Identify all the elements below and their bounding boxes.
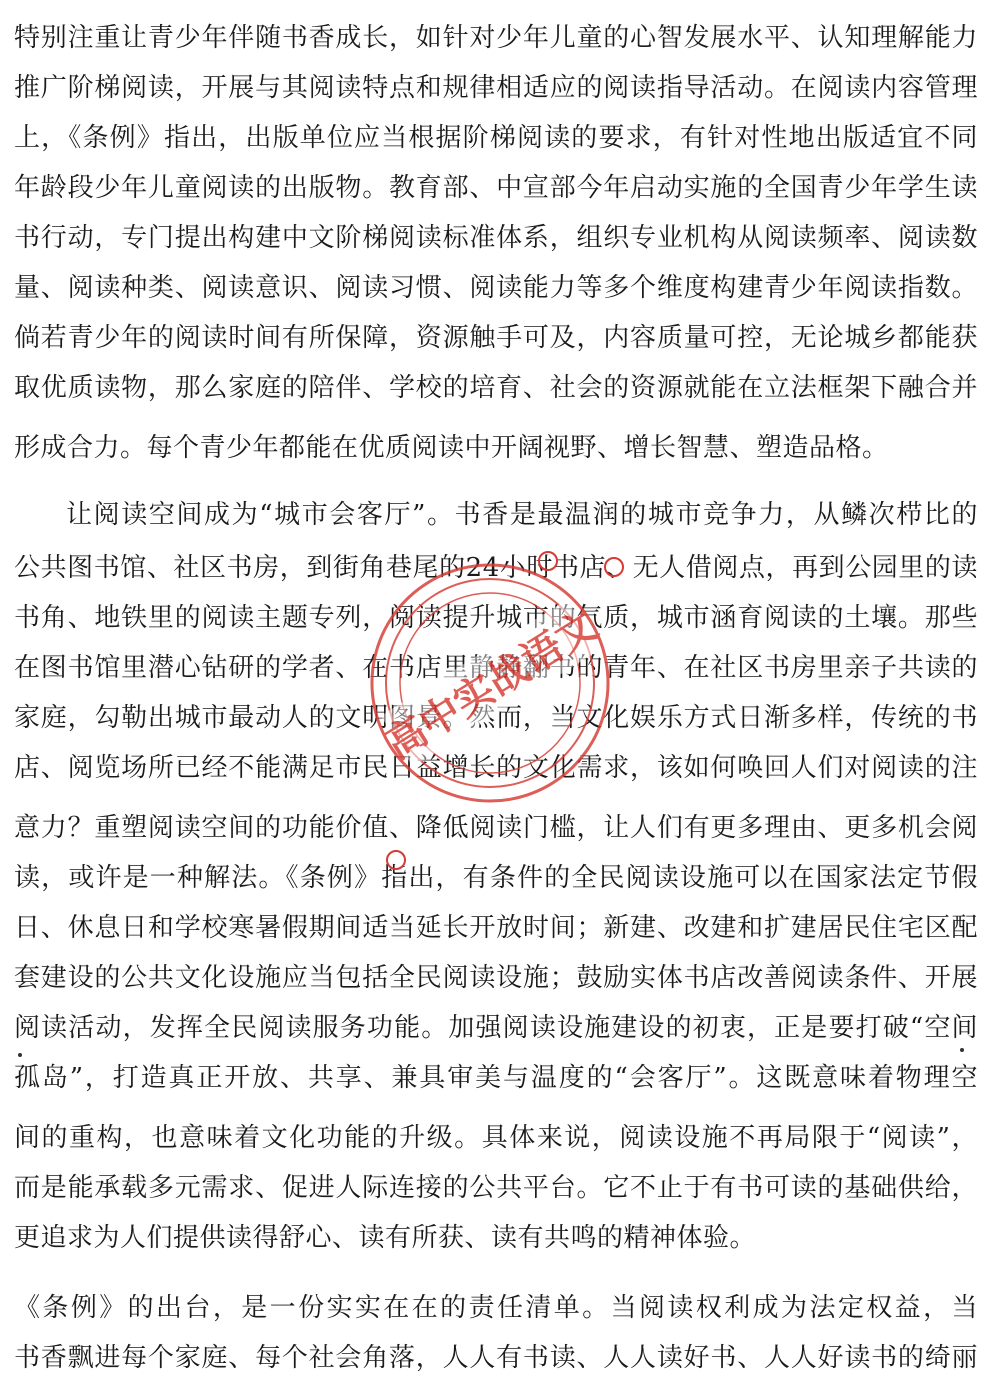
text-line: 间的重构，也意味着文化功能的升级。具体来说，阅读设施不再局限于“阅读”， [14,1123,978,1153]
annotation-circle-mark [604,557,624,577]
text-line: 店、阅览场所已经不能满足市民日益增长的文化需求，该如何唤回人们对阅读的注 [14,753,978,783]
annotation-circle-mark [386,850,406,870]
text-line: 公共图书馆、社区书房，到街角巷尾的24小时书店、无人借阅点，再到公园里的读 [14,553,978,583]
text-line: 更追求为人们提供读得舒心、读有所获、读有共鸣的精神体验。 [14,1223,757,1253]
text-line: 特别注重让青少年伴随书香成长，如针对少年儿童的心智发展水平、认知理解能力 [14,23,978,53]
text-line: 书香飘进每个家庭、每个社会角落，人人有书读、人人读好书、人人好读书的绮丽 [14,1343,978,1373]
text-line: 日、休息日和学校寒暑假期间适当延长开放时间；新建、改建和扩建居民住宅区配 [14,913,978,943]
text-line: 在图书馆里潜心钻研的学者、在书店里静静翻书的青年、在社区书房里亲子共读的 [14,653,978,683]
text-line: 意力？重塑阅读空间的功能价值、降低阅读门槛，让人们有更多理由、更多机会阅 [14,813,978,843]
text-line: 推广阶梯阅读，开展与其阅读特点和规律相适应的阅读指导活动。在阅读内容管理 [14,73,978,103]
text-line: 取优质读物，那么家庭的陪伴、学校的培育、社会的资源就能在立法框架下融合并 [14,373,978,403]
annotation-dot-mark [960,1048,964,1052]
text-line: 读，或许是一种解法。《条例》指出，有条件的全民阅读设施可以在国家法定节假 [14,863,978,893]
annotation-circle-mark [538,551,558,571]
text-line: 而是能承载多元需求、促进人际连接的公共平台。它不止于有书可读的基础供给， [14,1173,978,1203]
text-line: 让阅读空间成为“城市会客厅”。书香是最温润的城市竞争力，从鳞次栉比的 [66,500,978,530]
annotation-dot-mark [18,1053,22,1057]
text-line: 上，《条例》指出，出版单位应当根据阶梯阅读的要求，有针对性地出版适宜不同 [14,123,978,153]
text-line: 《条例》的出台，是一份实实在在的责任清单。当阅读权利成为法定权益，当 [14,1293,978,1323]
text-line: 书角、地铁里的阅读主题专列，阅读提升城市的气质，城市涵育阅读的土壤。那些 [14,603,978,633]
text-line: 孤岛”，打造真正开放、共享、兼具审美与温度的“会客厅”。这既意味着物理空 [14,1063,978,1093]
stamp-text: 高中实战语文 [377,602,606,769]
text-line: 阅读活动，发挥全民阅读服务功能。加强阅读设施建设的初衷，正是要打破“空间 [14,1013,978,1043]
text-line: 形成合力。每个青少年都能在优质阅读中开阔视野、增长智慧、塑造品格。 [14,433,889,463]
text-line: 年龄段少年儿童阅读的出版物。教育部、中宣部今年启动实施的全国青少年学生读 [14,173,978,203]
text-line: 套建设的公共文化设施应当包括全民阅读设施；鼓励实体书店改善阅读条件、开展 [14,963,978,993]
text-line: 量、阅读种类、阅读意识、阅读习惯、阅读能力等多个维度构建青少年阅读指数。 [14,273,978,303]
text-line: 家庭，勾勒出城市最动人的文明图景。然而，当文化娱乐方式日渐多样，传统的书 [14,703,978,733]
text-line: 书行动，专门提出构建中文阶梯阅读标准体系，组织专业机构从阅读频率、阅读数 [14,223,978,253]
text-line: 倘若青少年的阅读时间有所保障，资源触手可及，内容质量可控，无论城乡都能获 [14,323,978,353]
